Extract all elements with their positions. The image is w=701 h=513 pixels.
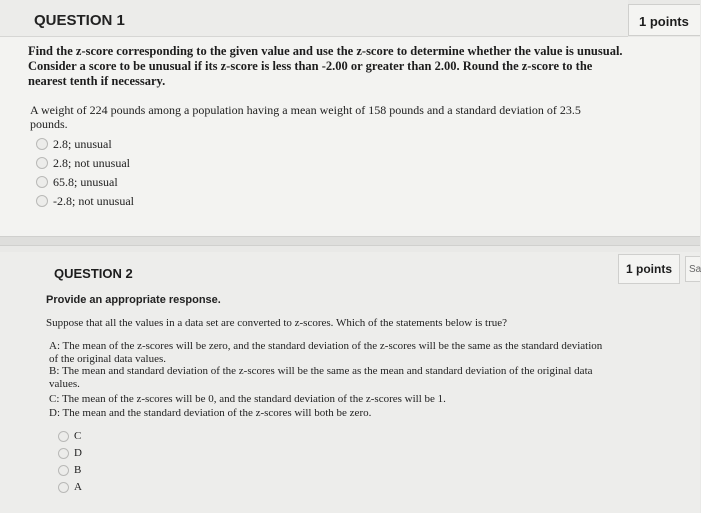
question1-instruction: Find the z-score corresponding to the given value and use the z-score to determine whether the value is unusual. Consider a score to be unusual if its z-score is less than -2.00 or greater than 2.00. Round the z-score to the nearest tenth if necessary. [28, 44, 623, 88]
question2-option-4[interactable] [58, 479, 82, 495]
option-label: D [74, 447, 82, 459]
question2-option-2[interactable] [58, 445, 82, 461]
question2-points: 1 points [618, 254, 680, 284]
question2-instruction: Provide an appropriate response. [46, 294, 221, 306]
question1-option-2[interactable] [36, 155, 130, 171]
statement-c: C: The mean of the z-scores will be 0, and the standard deviation of the z-scores will be 1. [49, 393, 446, 405]
radio-button[interactable] [58, 431, 69, 442]
option-label: -2.8; not unusual [53, 193, 134, 208]
question2-stem: Suppose that all the values in a data set are converted to z-scores. Which of the statements below is true? [46, 317, 508, 329]
statement-a: A: The mean of the z-scores will be zero, and the standard deviation of the z-scores will be the same as the standard deviation of the original data values. [49, 340, 603, 365]
question1-points: 1 points [628, 4, 700, 36]
question1-option-1[interactable] [36, 136, 112, 152]
statement-d: D: The mean and the standard deviation of the z-scores will both be zero. [49, 407, 372, 419]
option-label: 2.8; unusual [53, 136, 112, 151]
save-answer-button[interactable]: Sa [685, 256, 700, 282]
statement-b: B: The mean and standard deviation of the z-scores will be the same as the mean and standard deviation of the original data values. [49, 365, 593, 390]
option-label: C [74, 430, 82, 442]
radio-button[interactable] [58, 482, 69, 493]
option-label: A [74, 481, 82, 493]
question2-option-1[interactable] [58, 428, 81, 444]
option-label: 65.8; unusual [53, 174, 118, 189]
option-label: 2.8; not unusual [53, 155, 130, 170]
question-divider [0, 236, 700, 246]
question1-stem: A weight of 224 pounds among a population having a mean weight of 158 pounds and a standard deviation of 23.5 pounds. [30, 103, 581, 131]
radio-button[interactable] [58, 465, 69, 476]
question1-option-4[interactable] [36, 193, 134, 209]
question2-title: QUESTION 2 [54, 266, 133, 281]
radio-button[interactable] [36, 195, 48, 207]
radio-button[interactable] [36, 138, 48, 150]
question1-title: QUESTION 1 [34, 12, 125, 29]
radio-button[interactable] [36, 176, 48, 188]
radio-button[interactable] [58, 448, 69, 459]
option-label: B [74, 464, 82, 476]
question1-option-3[interactable] [36, 174, 118, 190]
radio-button[interactable] [36, 157, 48, 169]
question2-option-3[interactable] [58, 462, 81, 478]
